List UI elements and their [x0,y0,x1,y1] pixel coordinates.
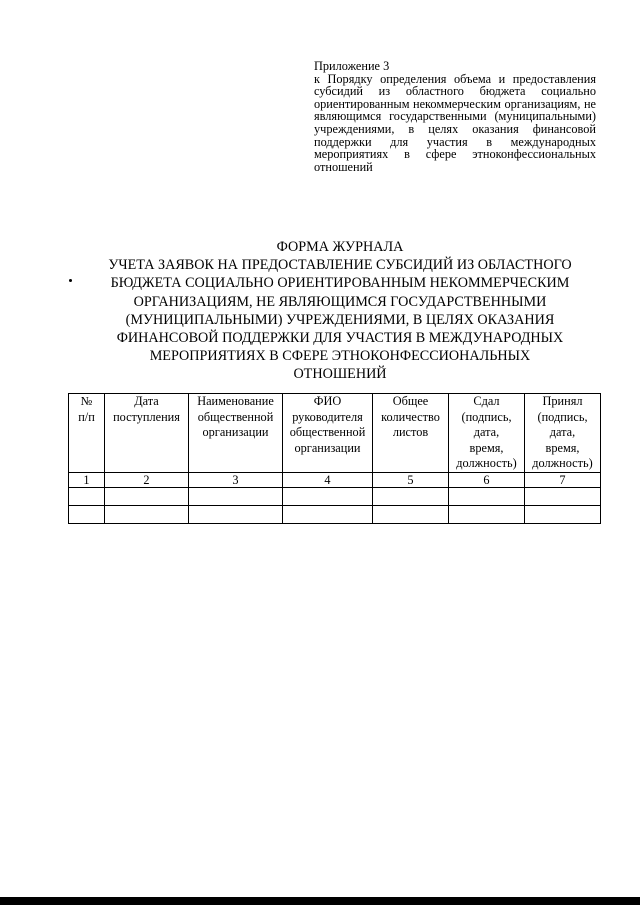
journal-table [68,393,601,524]
scan-speck [69,279,72,282]
title-line: ФОРМА ЖУРНАЛА [276,239,404,255]
table-cell [69,505,105,523]
table-cell [525,487,601,505]
column-number: 5 [373,472,449,487]
col-header-date: Дата поступления [105,394,189,473]
table-cell [189,487,283,505]
table-cell [449,487,525,505]
column-number: 4 [283,472,373,487]
table-cell [373,505,449,523]
table-cell [189,505,283,523]
title-line: (МУНИЦИПАЛЬНЫМИ) УЧРЕЖДЕНИЯМИ, В ЦЕЛЯХ ОКАЗАНИЯ [125,311,555,328]
appendix-text: к Порядку определения объема и предоставления субсидий из областного бюджета социально ориентированным некоммерческим организациям, не являющимся государственными (муниципальными) учреждениями, в целях оказания финансовой поддержки для участия в международных мероприятиях в сфере этноконфессиональных отношений [314,71,596,174]
col-header-received: Принял (подпись, дата, время, должность) [525,394,601,473]
table-cell [283,487,373,505]
table-cell [449,505,525,523]
col-header-org-name: Наименование общественной организации [189,394,283,473]
col-header-head-name: ФИО руководителя общественной организации [283,394,373,473]
column-number: 7 [525,472,601,487]
title-line: МЕРОПРИЯТИЯХ В СФЕРЕ ЭТНОКОНФЕССИОНАЛЬНЫХ [149,348,531,365]
scan-bottom-edge [0,897,640,905]
title-line: ОРГАНИЗАЦИЯМ, НЕ ЯВЛЯЮЩИМСЯ ГОСУДАРСТВЕННЫМИ [133,293,547,310]
col-header-submitted: Сдал (подпись, дата, время, должность) [449,394,525,473]
title-line: БЮДЖЕТА СОЦИАЛЬНО ОРИЕНТИРОВАННЫМ НЕКОММЕРЧЕСКИМ [110,275,570,292]
table-cell [373,487,449,505]
column-number-row [69,472,601,487]
column-number: 6 [449,472,525,487]
title-line: ОТНОШЕНИЙ [293,366,387,383]
table-cell [105,487,189,505]
column-number: 3 [189,472,283,487]
appendix-heading: Приложение 3 [314,59,390,73]
table-cell [283,505,373,523]
form-title [72,238,608,384]
title-line: УЧЕТА ЗАЯВОК НА ПРЕДОСТАВЛЕНИЕ СУБСИДИЙ ИЗ ОБЛАСТНОГО [108,257,572,274]
title-line: ФИНАНСОВОЙ ПОДДЕРЖКИ ДЛЯ УЧАСТИЯ В МЕЖДУНАРОДНЫХ [116,330,564,347]
table-cell [525,505,601,523]
header-row [69,394,601,473]
table-row [69,505,601,523]
table-cell [105,505,189,523]
column-number: 2 [105,472,189,487]
appendix-block [314,60,596,173]
column-number: 1 [69,472,105,487]
col-header-sheet-count: Общее количество листов [373,394,449,473]
table-cell [69,487,105,505]
col-header-number: № п/п [69,394,105,473]
table-row [69,487,601,505]
